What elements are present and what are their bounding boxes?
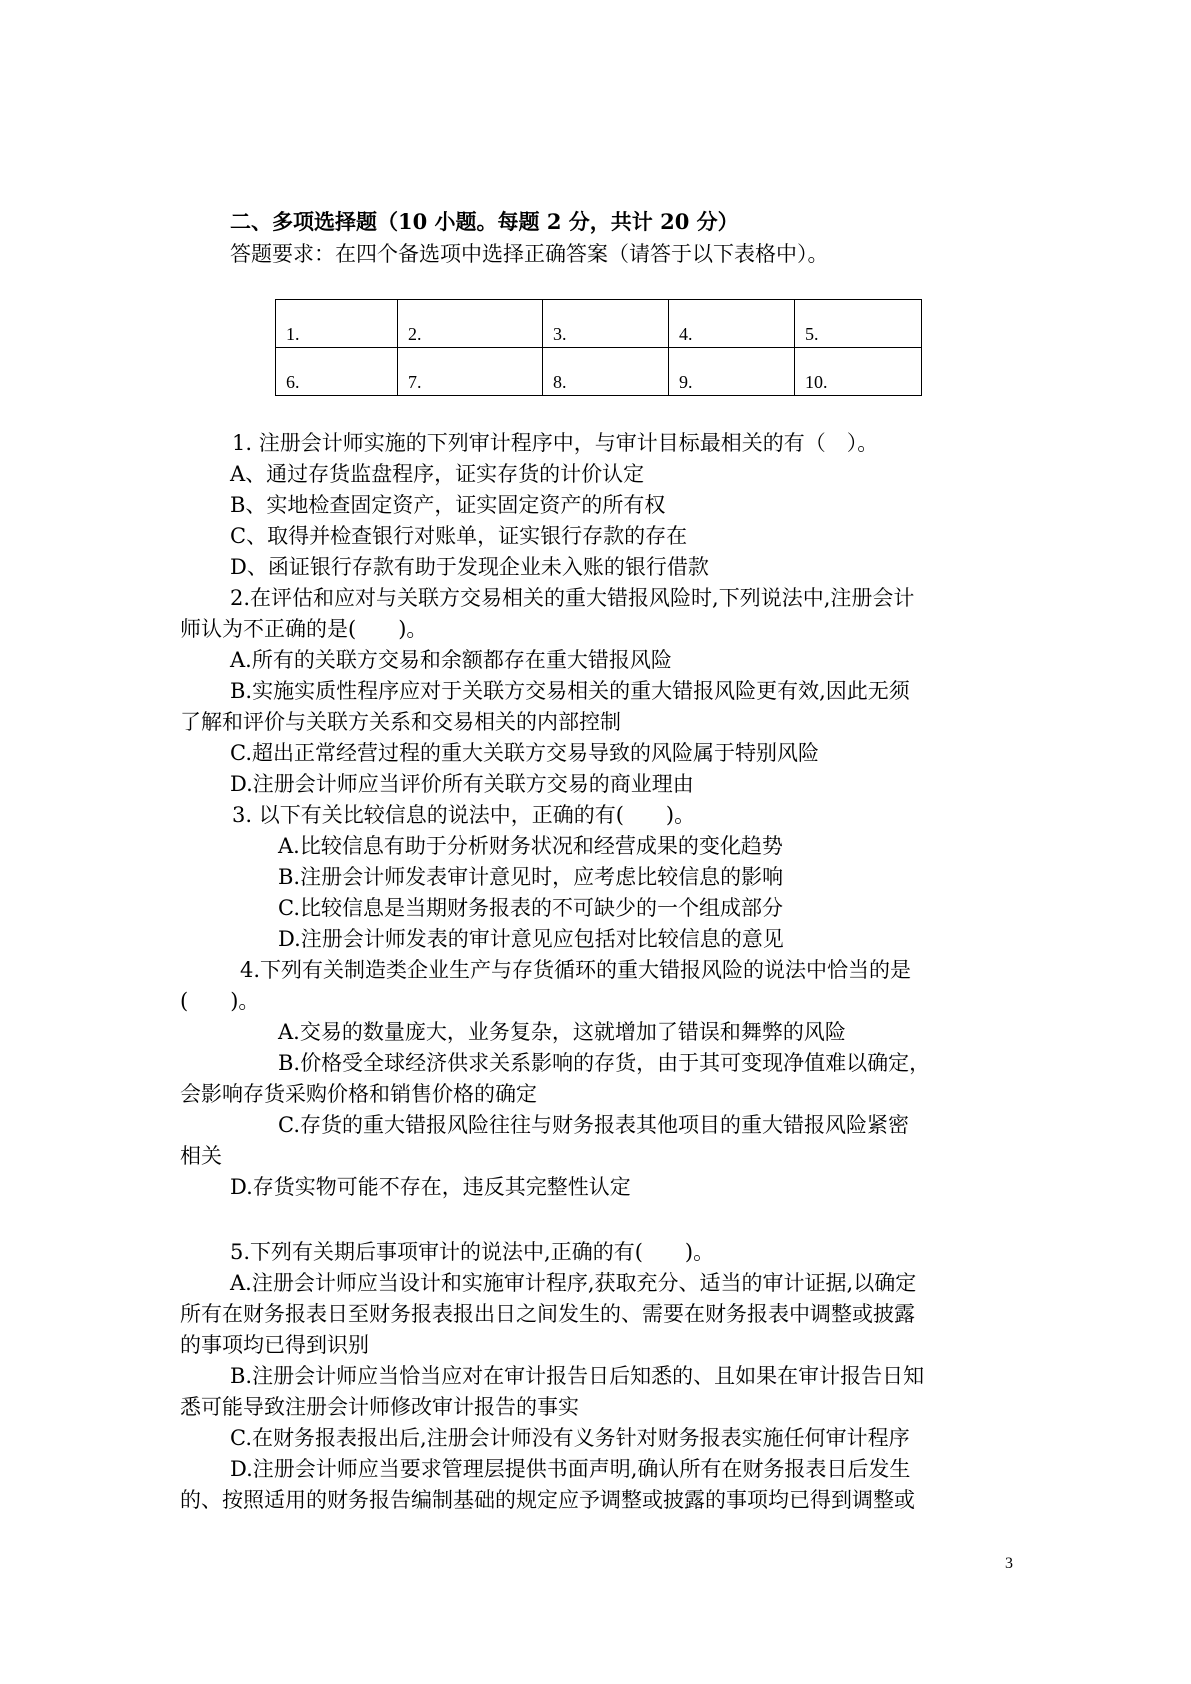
question-5-option-a-cont-1: 所有在财务报表日至财务报表报出日之间发生的、需要在财务报表中调整或披露: [180, 1302, 915, 1326]
question-4-option-c: C.存货的重大错报风险往往与财务报表其他项目的重大错报风险紧密: [278, 1113, 909, 1137]
table-row: [276, 348, 922, 396]
table-row: [276, 300, 922, 348]
question-1-option-a: A、通过存货监盘程序，证实存货的计价认定: [230, 462, 645, 486]
question-3-option-b: B.注册会计师发表审计意见时，应考虑比较信息的影响: [278, 865, 784, 889]
question-2-option-d: D.注册会计师应当评价所有关联方交易的商业理由: [230, 772, 694, 796]
question-4-option-b: B.价格受全球经济供求关系影响的存货，由于其可变现净值难以确定，: [278, 1051, 931, 1075]
question-5-option-d-cont: 的、按照适用的财务报告编制基础的规定应予调整或披露的事项均已得到调整或: [180, 1488, 915, 1512]
answer-cell-5[interactable]: 5.: [795, 300, 922, 348]
question-4-option-b-cont: 会影响存货采购价格和销售价格的确定: [180, 1082, 537, 1106]
question-3-option-c: C.比较信息是当期财务报表的不可缺少的一个组成部分: [278, 896, 783, 920]
question-3-stem: 3. 以下有关比较信息的说法中，正确的有( )。: [232, 803, 696, 827]
answer-cell-6[interactable]: 6.: [276, 348, 398, 396]
question-4-stem: 4.下列有关制造类企业生产与存货循环的重大错报风险的说法中恰当的是: [240, 958, 912, 982]
answer-cell-2[interactable]: 2.: [398, 300, 543, 348]
answer-table: [275, 299, 922, 396]
question-5-option-b-cont: 悉可能导致注册会计师修改审计报告的事实: [180, 1395, 579, 1419]
answer-cell-9[interactable]: 9.: [669, 348, 795, 396]
question-3-option-d: D.注册会计师发表的审计意见应包括对比较信息的意见: [278, 927, 784, 951]
question-2-option-b-cont: 了解和评价与关联方关系和交易相关的内部控制: [180, 710, 621, 734]
question-1-stem: 1. 注册会计师实施的下列审计程序中，与审计目标最相关的有（ ）。: [232, 431, 879, 455]
answer-cell-7[interactable]: 7.: [398, 348, 543, 396]
page-number: 3: [1005, 1555, 1013, 1572]
section-instruction: 答题要求：在四个备选项中选择正确答案（请答于以下表格中）。: [230, 242, 829, 266]
answer-cell-1[interactable]: 1.: [276, 300, 398, 348]
question-5-option-c: C.在财务报表报出后,注册会计师没有义务针对财务报表实施任何审计程序: [230, 1426, 910, 1450]
question-2-stem-cont: 师认为不正确的是( )。: [180, 617, 428, 641]
answer-cell-8[interactable]: 8.: [543, 348, 669, 396]
question-1-option-d: D、函证银行存款有助于发现企业未入账的银行借款: [230, 555, 709, 579]
answer-cell-10[interactable]: 10.: [795, 348, 922, 396]
answer-cell-3[interactable]: 3.: [543, 300, 669, 348]
question-5-option-b: B.注册会计师应当恰当应对在审计报告日后知悉的、且如果在审计报告日知: [230, 1364, 925, 1388]
question-4-stem-cont: ( )。: [180, 989, 260, 1013]
question-4-option-d: D.存货实物可能不存在，违反其完整性认定: [230, 1175, 631, 1199]
section-title: 二、多项选择题（10 小题。每题 2 分，共计 20 分）: [230, 209, 739, 234]
question-5-stem: 5.下列有关期后事项审计的说法中,正确的有( )。: [230, 1240, 715, 1264]
question-4-option-c-cont: 相关: [180, 1144, 222, 1168]
question-5-option-d: D.注册会计师应当要求管理层提供书面声明,确认所有在财务报表日后发生: [230, 1457, 911, 1481]
question-5-option-a-cont-2: 的事项均已得到识别: [180, 1333, 369, 1357]
question-2-stem: 2.在评估和应对与关联方交易相关的重大错报风险时,下列说法中,注册会计: [230, 586, 915, 610]
question-2-option-b: B.实施实质性程序应对于关联方交易相关的重大错报风险更有效,因此无须: [230, 679, 910, 703]
question-3-option-a: A.比较信息有助于分析财务状况和经营成果的变化趋势: [278, 834, 783, 858]
question-1-option-c: C、取得并检查银行对账单，证实银行存款的存在: [230, 524, 688, 548]
answer-cell-4[interactable]: 4.: [669, 300, 795, 348]
question-5-option-a: A.注册会计师应当设计和实施审计程序,获取充分、适当的审计证据,以确定: [230, 1271, 917, 1295]
question-2-option-a: A.所有的关联方交易和余额都存在重大错报风险: [230, 648, 672, 672]
question-4-option-a: A.交易的数量庞大，业务复杂，这就增加了错误和舞弊的风险: [278, 1020, 846, 1044]
question-1-option-b: B、实地检查固定资产，证实固定资产的所有权: [230, 493, 666, 517]
question-2-option-c: C.超出正常经营过程的重大关联方交易导致的风险属于特别风险: [230, 741, 819, 765]
